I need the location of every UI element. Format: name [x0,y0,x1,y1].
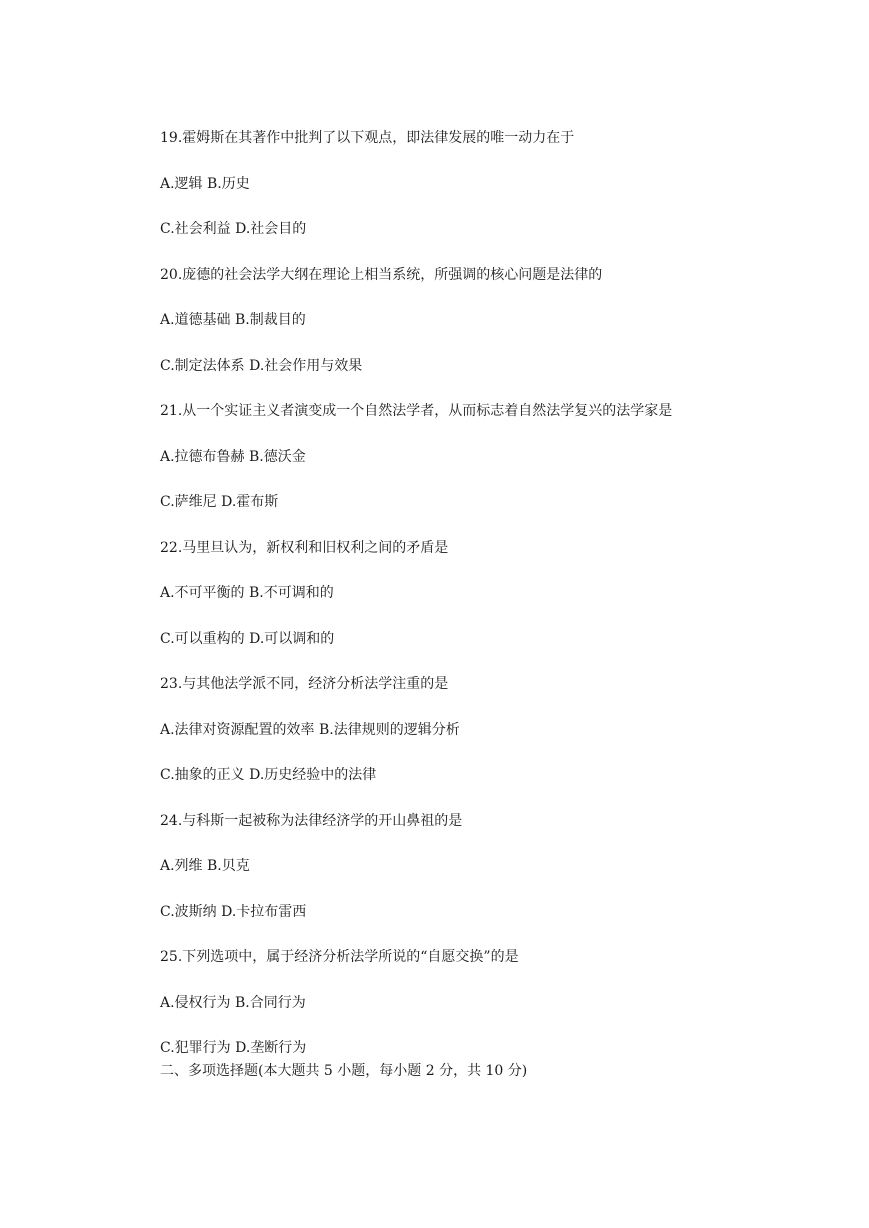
question-23-options-ab: A.法律对资源配置的效率 B.法律规则的逻辑分析 [160,722,460,738]
question-21: 21.从一个实证主义者演变成一个自然法学者，从而标志着自然法学复兴的法学家是 [160,403,673,419]
question-23-options-cd: C.抽象的正义 D.历史经验中的法律 [160,767,377,783]
question-21-options-cd: C.萨维尼 D.霍布斯 [160,494,279,510]
question-20-options-ab: A.道德基础 B.制裁目的 [160,312,306,328]
section-heading-multiple-choice: 二、多项选择题(本大题共 5 小题，每小题 2 分，共 10 分) [160,1063,528,1079]
question-21-options-ab: A.拉德布鲁赫 B.德沃金 [160,449,306,465]
question-19: 19.霍姆斯在其著作中批判了以下观点，即法律发展的唯一动力在于 [160,130,575,146]
question-25-options-ab: A.侵权行为 B.合同行为 [160,995,306,1011]
question-19-options-cd: C.社会利益 D.社会目的 [160,221,307,237]
question-24: 24.与科斯一起被称为法律经济学的开山鼻祖的是 [160,813,463,829]
question-20: 20.庞德的社会法学大纲在理论上相当系统，所强调的核心问题是法律的 [160,267,603,283]
question-25: 25.下列选项中，属于经济分析法学所说的“自愿交换”的是 [160,949,519,965]
question-24-options-cd: C.波斯纳 D.卡拉布雷西 [160,904,307,920]
question-20-options-cd: C.制定法体系 D.社会作用与效果 [160,358,363,374]
question-22-options-ab: A.不可平衡的 B.不可调和的 [160,585,334,601]
question-25-options-cd: C.犯罪行为 D.垄断行为 [160,1040,307,1056]
question-19-options-ab: A.逻辑 B.历史 [160,176,250,192]
question-23: 23.与其他法学派不同，经济分析法学注重的是 [160,676,449,692]
question-22: 22.马里旦认为，新权利和旧权利之间的矛盾是 [160,540,449,556]
question-24-options-ab: A.列维 B.贝克 [160,858,250,874]
question-22-options-cd: C.可以重构的 D.可以调和的 [160,631,335,647]
